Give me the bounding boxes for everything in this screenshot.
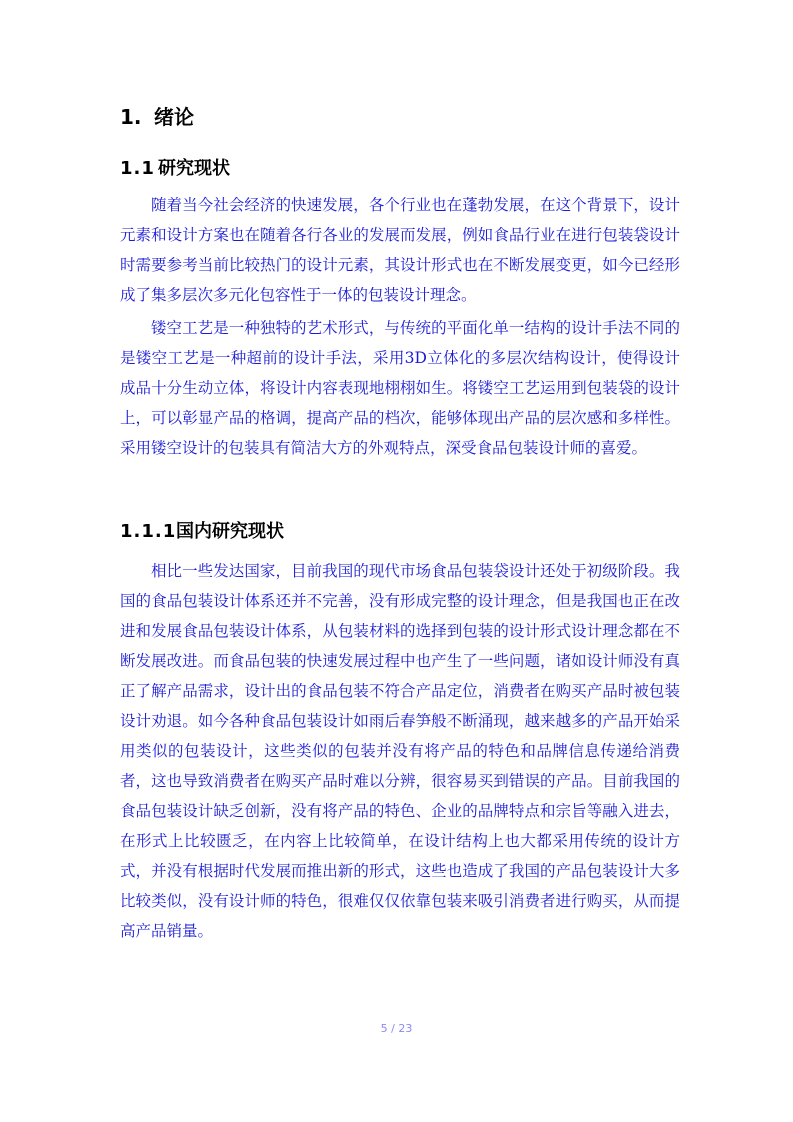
section-heading xyxy=(120,154,230,184)
page-number-footer: 5 / 23 xyxy=(380,1022,413,1035)
chapter-title: 绪论 xyxy=(154,105,194,129)
subsection-number: 1.1.1 xyxy=(120,521,177,542)
body-paragraph: 相比一些发达国家，目前我国的现代市场食品包装袋设计还处于初级阶段。我国的食品包装设计体系还并不完善，没有形成完整的设计理念，但是我国也正在改进和发展食品包装设计体系，从包装材料的选择到包装的设计形式设计理念都在不断发展改进。而食品包装的快速发展过程中也产生了一些问题，诸如设计师没有真正了解产品需求，设计出的食品包装不符合产品定位，消费者在购买产品时被包装设计劝退。如今各种食品包装设计如雨后春笋般不断涌现，越来越多的产品开始采用类似的包装设计，这些类似的包装并没有将产品的特色和品牌信息传递给消费者，这也导致消费者在购买产品时难以分辨，很容易买到错误的产品。目前我国的食品包装设计缺乏创新，没有将产品的特色、企业的品牌特点和宗旨等融入进去，在形式上比较匮乏，在内容上比较简单，在设计结构上也大都采用传统的设计方式，并没有根据时代发展而推出新的形式，这些也造成了我国的产品包装设计大多比较类似，没有设计师的特色，很难仅仅依靠包装来吸引消费者进行购买，从而提高产品销量。 xyxy=(120,562,680,940)
subsection-heading xyxy=(120,517,284,547)
section-title: 研究现状 xyxy=(158,158,230,179)
body-paragraph: 随着当今社会经济的快速发展，各个行业也在蓬勃发展，在这个背景下，设计元素和设计方案也在随着各行各业的发展而发展，例如食品行业在进行包装袋设计时需要参考当前比较热门的设计元素，其设计形式也在不断发展变更，如今已经形成了集多层次多元化包容性于一体的包装设计理念。 xyxy=(120,196,680,304)
chapter-heading xyxy=(120,102,194,132)
body-paragraph: 镂空工艺是一种独特的艺术形式，与传统的平面化单一结构的设计手法不同的是镂空工艺是一种超前的设计手法，采用3D立体化的多层次结构设计，使得设计成品十分生动立体，将设计内容表现地栩栩如生。将镂空工艺运用到包装袋的设计上，可以彰显产品的格调，提高产品的档次，能够体现出产品的层次感和多样性。采用镂空设计的包装具有简洁大方的外观特点，深受食品包装设计师的喜爱。 xyxy=(120,319,680,457)
section-number: 1.1 xyxy=(120,158,155,179)
subsection-title: 国内研究现状 xyxy=(176,521,284,542)
chapter-number: 1. xyxy=(120,105,142,129)
